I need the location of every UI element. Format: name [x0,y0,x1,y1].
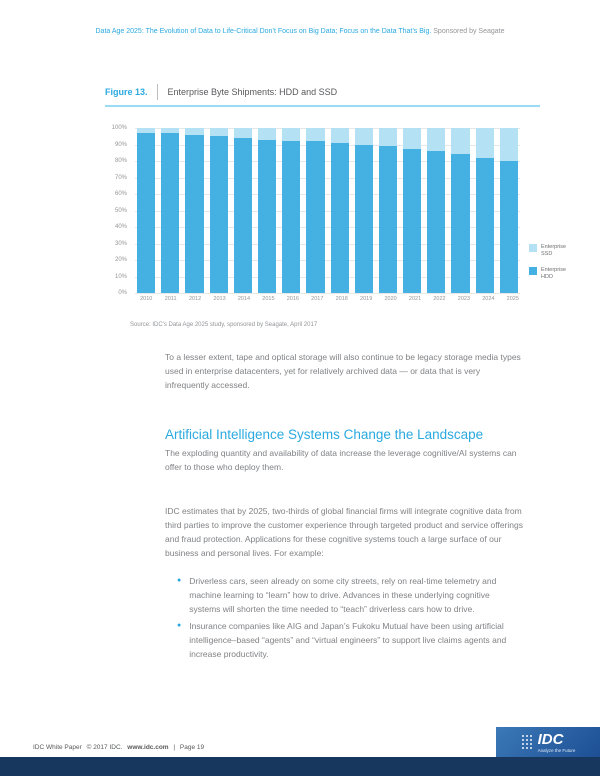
paragraph-ai-intro: The exploding quantity and availability of data increase the leverage cognitive/AI systems can offer to those who deploy them. [165,448,517,472]
x-tick-2022: 2022 [433,296,446,302]
chart-x-axis [135,296,524,302]
figure-header [105,84,337,100]
bar-2020 [379,128,397,293]
legend-label: Enterprise HDD [541,267,567,280]
bar-2024 [476,128,494,293]
chart-bars [135,128,520,293]
bar-segment [355,128,373,145]
bar-segment [282,141,300,293]
x-tick-2019: 2019 [360,296,373,302]
chart-legend [529,244,575,281]
footer-doc-type: IDC White Paper [33,744,82,751]
x-tick-2024: 2024 [482,296,495,302]
y-tick-label: 80% [114,158,127,164]
footer-page-number: Page 19 [179,744,205,751]
bar-segment [258,140,276,293]
bullet-list [165,574,523,661]
bar-2013 [210,128,228,293]
y-tick-label: 50% [114,207,127,214]
bar-segment [500,161,518,293]
paragraph-legacy-storage: To a lesser extent, tape and optical storage will also continue to be legacy storage media types used in enterprise datacenters, yet for relatively archived data — or data that is very infrequently accessed. [165,352,521,390]
bar-2023 [451,128,469,293]
bar-segment [185,135,203,293]
bar-2014 [234,128,252,293]
y-tick-label: 100% [111,125,127,131]
bar-segment [451,128,469,154]
figure-divider [157,84,158,100]
bar-segment [427,128,445,151]
x-tick-2020: 2020 [384,296,397,302]
list-item [177,574,523,616]
bar-segment [331,128,349,143]
bar-segment [451,154,469,293]
x-tick-2017: 2017 [311,296,324,302]
bullet-icon: ● [177,622,182,629]
bar-segment [185,128,203,135]
footer-url: www.idc.com [127,744,169,751]
gridline [135,293,520,294]
bar-segment [234,138,252,293]
chart-plot [135,128,520,293]
bar-2018 [331,128,349,293]
bar-2015 [258,128,276,293]
x-tick-2013: 2013 [213,296,226,302]
bar-segment [234,128,252,138]
bar-segment [476,158,494,293]
x-tick-2015: 2015 [262,296,275,302]
section-heading-ai-systems: Artificial Intelligence Systems Change the Landscape [165,427,484,442]
figure-title: Enterprise Byte Shipments: HDD and SSD [167,87,338,97]
x-tick-2021: 2021 [408,296,422,302]
bar-2012 [185,128,203,293]
bar-segment [476,128,494,158]
x-tick-2014: 2014 [237,296,251,302]
x-tick-2011: 2011 [164,296,177,302]
bar-2021 [403,128,421,293]
bar-segment [306,128,324,141]
x-tick-2023: 2023 [457,296,471,302]
y-tick-label: 90% [114,141,127,148]
idc-logo-text: IDC [537,730,564,748]
bar-2011 [161,128,179,293]
y-tick-label: 10% [114,273,127,280]
bar-2010 [137,128,155,293]
bar-2017 [306,128,324,293]
x-tick-2018: 2018 [335,296,348,302]
legend-item [529,267,575,281]
bar-segment [282,128,300,141]
footer-meta [33,744,207,751]
footer-copyright: © 2017 IDC. [86,744,123,751]
y-tick-label: 40% [114,224,127,230]
stacked-bar-chart [105,118,585,318]
bar-segment [210,128,228,136]
document-header-sponsor: Sponsored by Seagate [433,28,505,35]
x-tick-2025: 2025 [506,296,519,302]
bullet-icon: ● [177,577,182,584]
bullet-text-driverless-cars: Driverless cars, seen already on some city streets, rely on real-time telemetry and machine learning to “learn” how to drive. Advances in these underlying cognitive systems will shorten the time needed to “teach” driverless cars how to drive. [189,576,497,614]
bar-2019 [355,128,373,293]
bar-segment [403,128,421,149]
list-item [177,619,523,661]
bar-segment [161,133,179,293]
bar-segment [379,128,397,146]
x-tick-2012: 2012 [188,296,202,302]
figure-label: Figure 13. [105,87,148,97]
footer-bar [0,757,600,776]
bar-segment [500,128,518,161]
document-header-title: Data Age 2025: The Evolution of Data to Life-Critical Don’t Focus on Big Data; Focus on the Data That’s Big. [95,28,432,35]
bar-segment [403,149,421,293]
document-header [0,27,600,36]
idc-logo-tagline: Analyze the Future [537,747,576,753]
y-tick-label: 30% [114,240,127,247]
figure-rule [105,105,540,107]
y-tick-label: 0% [118,290,127,296]
bar-2016 [282,128,300,293]
bar-segment [258,128,276,140]
bar-segment [379,146,397,293]
x-tick-2010: 2010 [140,296,153,302]
footer-separator: | [173,744,176,751]
idc-logo [496,727,600,757]
bar-2022 [427,128,445,293]
y-tick-label: 60% [114,191,127,197]
idc-logo-dots-icon [521,734,534,750]
bar-segment [427,151,445,293]
paragraph-idc-estimates: IDC estimates that by 2025, two-thirds of global financial firms will integrate cognitive data from third parties to improve the customer experience through targeted product and service offerings and fraud protection. Applications for these cognitive systems touch a large surface of our business and personal lives. For example: [165,506,523,558]
y-tick-label: 70% [114,174,127,181]
bar-segment [331,143,349,293]
legend-swatch [529,267,537,275]
y-tick-label: 20% [114,257,127,263]
bar-segment [306,141,324,293]
bar-segment [355,145,373,294]
legend-item [529,244,575,258]
legend-label: Enterprise SSD [541,244,567,257]
bar-segment [210,136,228,293]
legend-swatch [529,244,537,252]
bullet-text-insurance: Insurance companies like AIG and Japan’s Fukoku Mutual have been using artificial intelligence–based “agents” and “virtual engineers” to support live claims agents and increase productivity. [189,621,507,659]
bar-segment [137,133,155,293]
x-tick-2016: 2016 [286,296,299,302]
body-copy [165,350,523,664]
chart-source-note: Source: IDC's Data Age 2025 study, sponsored by Seagate, April 2017 [130,322,318,328]
bar-2025 [500,128,518,293]
chart-y-axis [105,125,131,296]
